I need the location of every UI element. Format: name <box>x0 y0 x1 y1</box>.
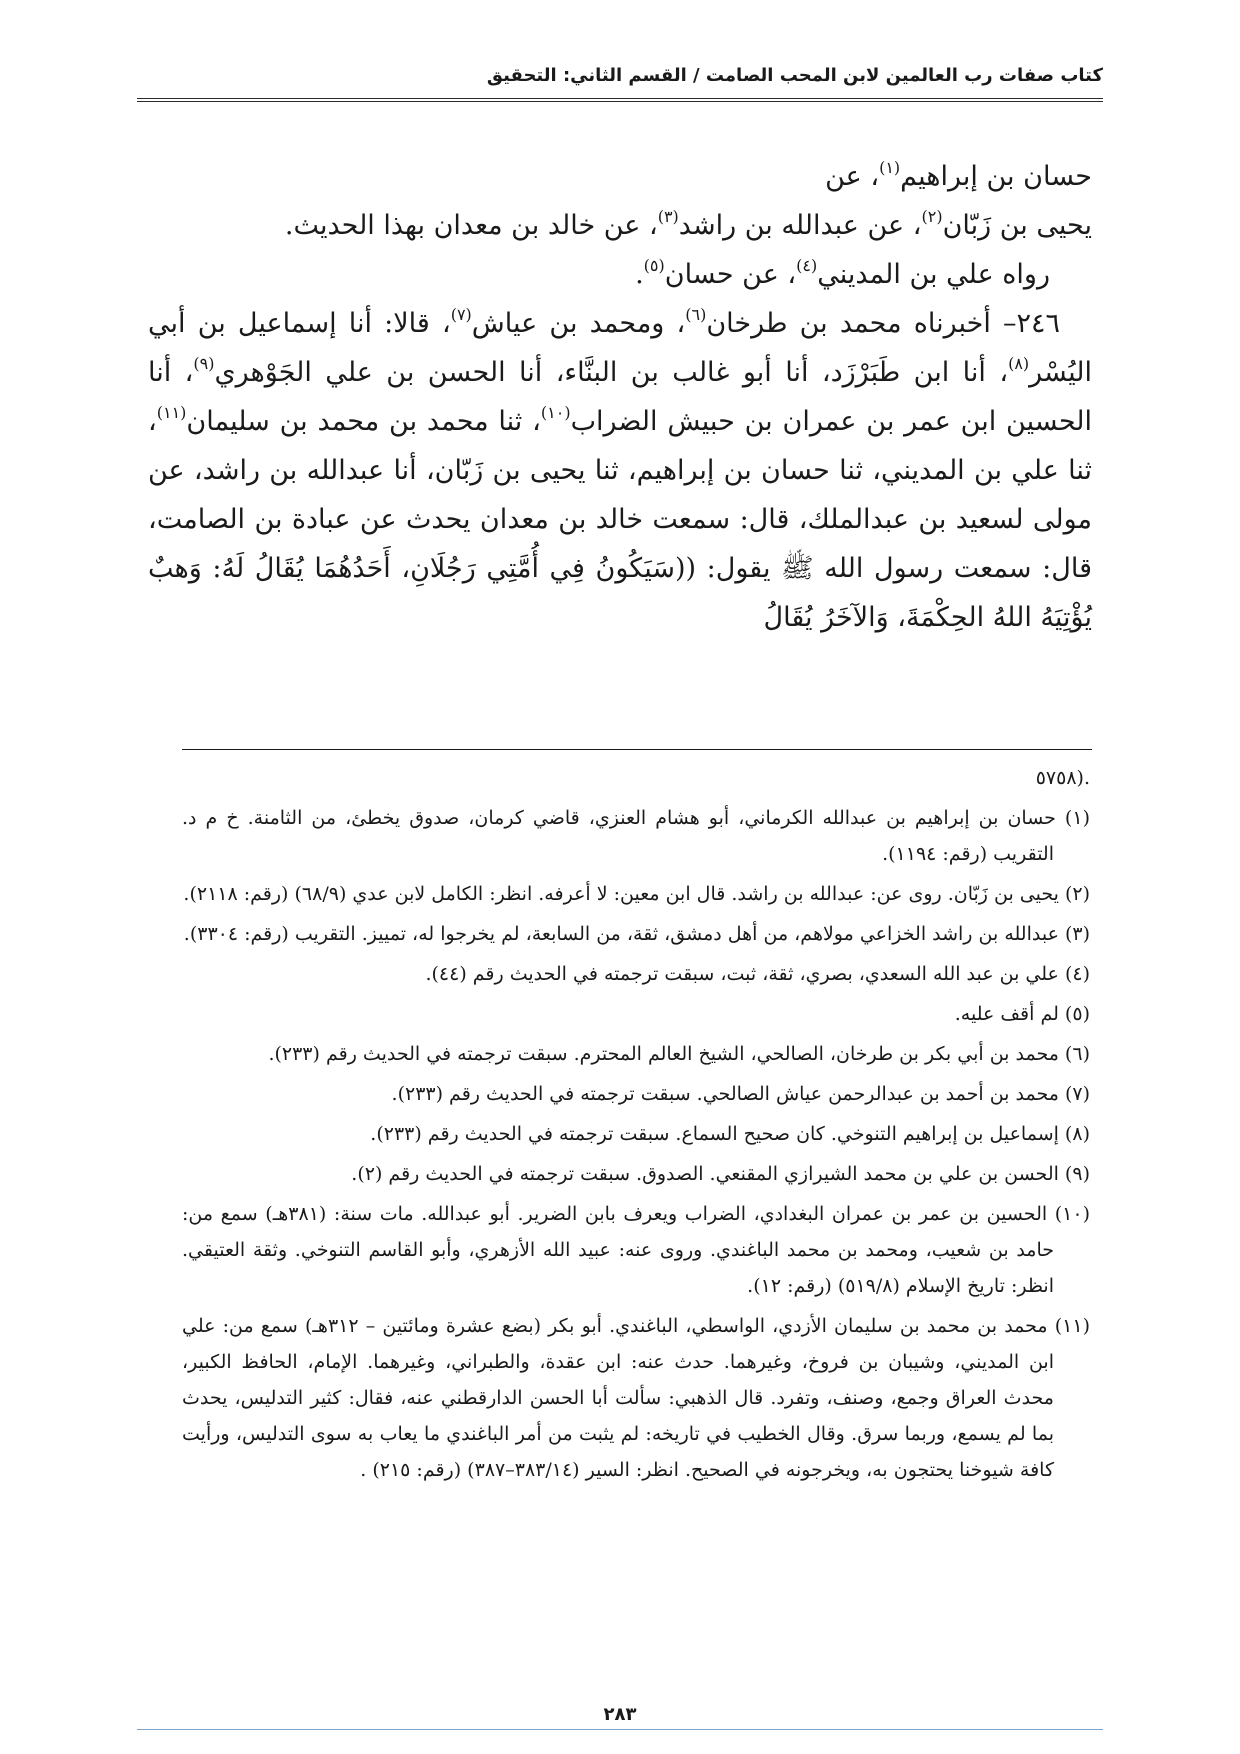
footnote-5: (٥) لم أقف عليه. <box>954 1003 1090 1025</box>
text-span: يحيى بن زَبّان <box>942 210 1092 241</box>
text-span: رواه علي بن المديني <box>817 259 1050 290</box>
footnote-ref[interactable]: (١١) <box>156 403 187 422</box>
footnote-10: (١٠) الحسين بن عمر بن عمران البغدادي، الضراب ويعرف بابن الضرير. أبو عبدالله. مات سنة: (٣٨١هـ) سمع من: حامد بن شعيب، ومحمد بن محمد الباغندي. وروى عنه: عبيد الله الأزهري، وأبو القاسم التنوخي. وثقة العتيقي. انظر: تاريخ الإسلام (٥١٩/٨) (رقم: ١٢). <box>182 1203 1090 1297</box>
page-number-wrap <box>0 1704 1240 1725</box>
footnote-9: (٩) الحسن بن علي بن محمد الشيرازي المقنعي. الصدوق. سبقت ترجمته في الحديث رقم (٢). <box>351 1163 1090 1185</box>
footnote-ref[interactable]: (٥) <box>643 256 665 275</box>
footnote-continuation: .(٥٧٥٨ <box>1035 767 1090 789</box>
footnote-8: (٨) إسماعيل بن إبراهيم التنوخي. كان صحيح السماع. سبقت ترجمته في الحديث رقم (٢٣٣). <box>370 1123 1090 1145</box>
text-line <box>148 250 1092 299</box>
text-span: ، ثنا علي بن المديني، ثنا حسان بن إبراهيم، ثنا يحيى بن زَبّان، أنا عبدالله بن راشد، عن مولى لسعيد بن عبدالملك، قال: سمعت خالد بن معدان يحدث عن عبادة بن الصامت، قال: سمعت رسول الله ﷺ يقول: ((سَيَكُونُ فِي أُمَّتِي رَجُلَانِ، أَحَدُهُمَا يُقَالُ لَهُ: وَهبٌ يُؤْتِيَهُ اللهُ الحِكْمَةَ، وَالآخَرُ يُقَالُ <box>148 406 1092 633</box>
running-header: كتاب صفات رب العالمين لابن المحب الصامت / القسم الثاني: التحقيق <box>137 62 1103 102</box>
text-line <box>148 152 1092 201</box>
footnote-ref[interactable]: (٢) <box>921 207 943 226</box>
text-span: ، عن عبدالله بن راشد <box>678 210 922 241</box>
footnote-ref[interactable]: (١) <box>879 158 901 177</box>
main-text <box>148 152 1092 642</box>
footnote-2: (٢) يحيى بن زَبّان. روى عن: عبدالله بن راشد. قال ابن معين: لا أعرفه. انظر: الكامل لابن عدي (٦٨/٩) (رقم: ٢١١٨). <box>183 883 1090 905</box>
text-span: حسان بن إبراهيم <box>900 161 1092 192</box>
footnote-4: (٤) علي بن عبد الله السعدي، بصري، ثقة، ثبت، سبقت ترجمته في الحديث رقم (٤٤). <box>425 963 1090 985</box>
footnote-7: (٧) محمد بن أحمد بن عبدالرحمن عياش الصالحي. سبقت ترجمته في الحديث رقم (٢٣٣). <box>391 1083 1090 1105</box>
footnotes-section <box>182 760 1090 1492</box>
page-number: ٢٨٣ <box>590 1704 651 1725</box>
text-span: ، عن <box>825 161 880 192</box>
text-span: ، أنا ابن طَبَرْزَد، أنا أبو غالب بن البنَّاء، أنا الحسن بن علي الجَوْهري <box>214 357 1009 388</box>
text-span: ٢٤٦– أخبرناه محمد بن طرخان <box>706 308 1061 339</box>
hadith-paragraph <box>148 299 1092 642</box>
footnote-6: (٦) محمد بن أبي بكر بن طرخان، الصالحي، الشيخ العالم المحترم. سبقت ترجمته في الحديث رقم (٢٣٣). <box>268 1043 1090 1065</box>
text-span: ، ومحمد بن عياش <box>471 308 686 339</box>
text-span: ، قالا: أنا إسماعيل بن أبي اليُسْر <box>148 308 1093 388</box>
footnote-ref[interactable]: (٩) <box>193 354 215 373</box>
footnote-ref[interactable]: (٦) <box>685 305 707 324</box>
text-span: ، عن خالد بن معدان بهذا الحديث. <box>284 210 658 241</box>
footnote-ref[interactable]: (٣) <box>657 207 679 226</box>
footnote-ref[interactable]: (٨) <box>1008 354 1030 373</box>
footnote-ref[interactable]: (٧) <box>450 305 472 324</box>
footnote-ref[interactable]: (١٠) <box>540 403 571 422</box>
footnote-3: (٣) عبدالله بن راشد الخزاعي مولاهم، من أهل دمشق، ثقة، من السابعة، لم يخرجوا له، تمييز. التقريب (رقم: ٣٣٠٤). <box>183 923 1090 945</box>
text-span: ، عن حسان <box>664 259 797 290</box>
text-span: ، أنا الحسين ابن عمر بن عمران بن حبيش الضراب <box>148 357 1092 437</box>
footer-separator <box>137 1729 1103 1730</box>
footnote-1: (١) حسان بن إبراهيم بن عبدالله الكرماني، أبو هشام العنزي، قاضي كرمان، صدوق يخطئ، من الثامنة. خ م د. التقريب (رقم: ١١٩٤). <box>182 807 1090 865</box>
footnote-ref[interactable]: (٤) <box>796 256 818 275</box>
text-span: . <box>635 259 644 290</box>
text-span: ، ثنا محمد بن محمد بن سليمان <box>186 406 541 437</box>
text-line <box>148 201 1092 250</box>
footnote-separator <box>182 749 1092 750</box>
footnote-11: (١١) محمد بن محمد بن سليمان الأزدي، الواسطي، الباغندي. أبو بكر (بضع عشرة ومائتين – ٣١٢هـ) سمع من: علي ابن المديني، وشيبان بن فروخ، وغيرهما. حدث عنه: ابن عقدة، والطبراني، وغيرهما. الإمام، الحافظ الكبير، محدث العراق وجمع، وصنف، وتفرد. قال الذهبي: سألت أبا الحسن الدارقطني عنه، فقال: كثير التدليس، يحدث بما لم يسمع، وربما سرق. وقال الخطيب في تاريخه: لم يثبت من أمر الباغندي ما يعاب به سوى التدليس، ورأيت كافة شيوخنا يحتجون به، ويخرجونه في الصحيح. انظر: السير (٣٨٣/١٤–٣٨٧) (رقم: ٢١٥) . <box>182 1315 1090 1481</box>
